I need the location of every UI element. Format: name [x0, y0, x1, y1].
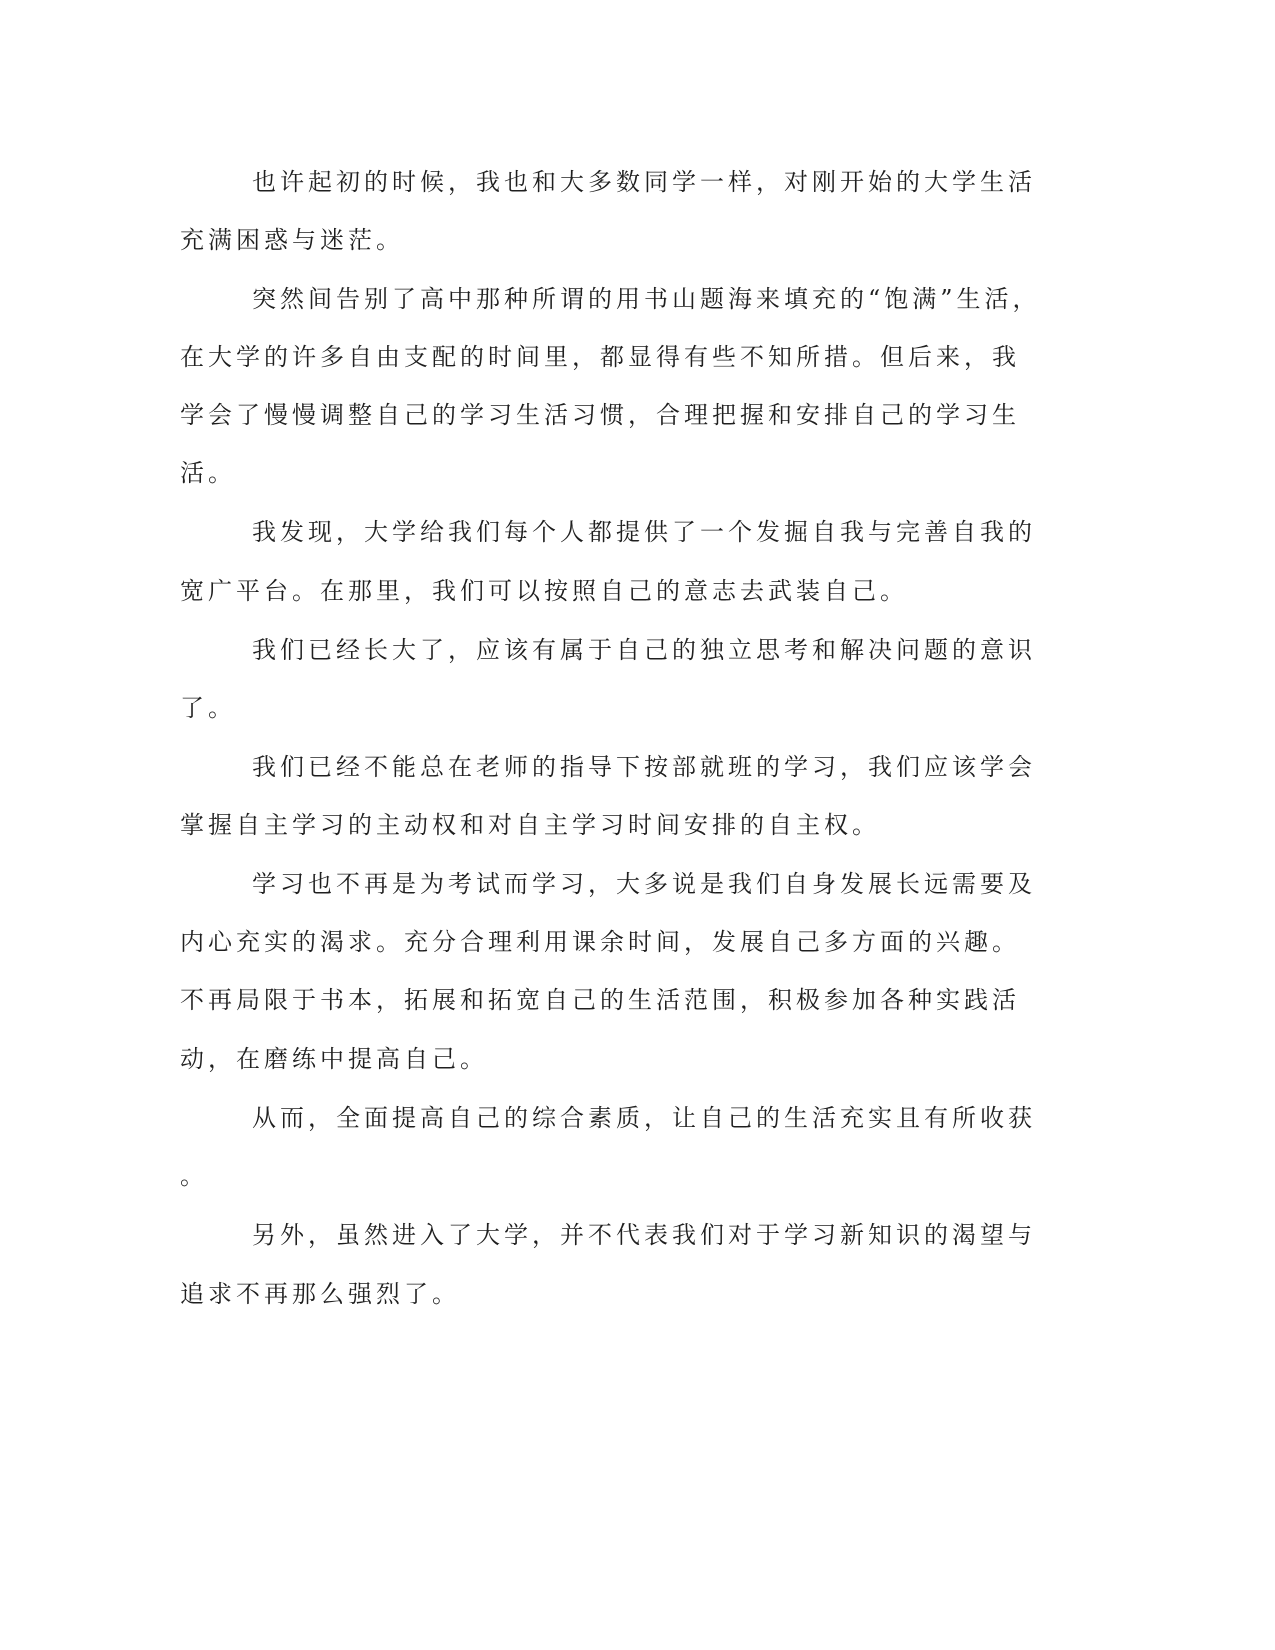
paragraph-3-line-1: 我发现，大学给我们每个人都提供了一个发掘自我与完善自我的: [252, 518, 1036, 546]
paragraph-5-line-1: 我们已经不能总在老师的指导下按部就班的学习，我们应该学会: [252, 753, 1036, 781]
paragraph-4-line-1: 我们已经长大了，应该有属于自己的独立思考和解决问题的意识: [252, 636, 1036, 664]
paragraph-4-line-2: 了。: [180, 694, 236, 722]
paragraph-7-line-2: 。: [180, 1162, 208, 1190]
paragraph-2-line-2: 在大学的许多自由支配的时间里，都显得有些不知所措。但后来，我: [180, 343, 1020, 371]
paragraph-8-line-1: 另外，虽然进入了大学，并不代表我们对于学习新知识的渴望与: [252, 1221, 1036, 1249]
paragraph-6-line-1: 学习也不再是为考试而学习，大多说是我们自身发展长远需要及: [252, 870, 1036, 898]
paragraph-1-line-2: 充满困惑与迷茫。: [180, 226, 404, 254]
paragraph-6-line-3: 不再局限于书本，拓展和拓宽自己的生活范围，积极参加各种实践活: [180, 986, 1020, 1014]
paragraph-2-line-3: 学会了慢慢调整自己的学习生活习惯，合理把握和安排自己的学习生: [180, 401, 1020, 429]
paragraph-6-line-4: 动，在磨练中提高自己。: [180, 1045, 488, 1073]
paragraph-7-line-1: 从而，全面提高自己的综合素质，让自己的生活充实且有所收获: [252, 1104, 1036, 1132]
paragraph-2-line-1: 突然间告别了高中那种所谓的用书山题海来填充的“饱满”生活，: [252, 285, 1041, 313]
paragraph-8-line-2: 追求不再那么强烈了。: [180, 1280, 460, 1308]
paragraph-3-line-2: 宽广平台。在那里，我们可以按照自己的意志去武装自己。: [180, 577, 908, 605]
paragraph-6-line-2: 内心充实的渴求。充分合理利用课余时间，发展自己多方面的兴趣。: [180, 928, 1020, 956]
paragraph-1-line-1: 也许起初的时候，我也和大多数同学一样，对刚开始的大学生活: [252, 168, 1036, 196]
paragraph-5-line-2: 掌握自主学习的主动权和对自主学习时间安排的自主权。: [180, 811, 880, 839]
paragraph-2-line-4: 活。: [180, 459, 236, 487]
